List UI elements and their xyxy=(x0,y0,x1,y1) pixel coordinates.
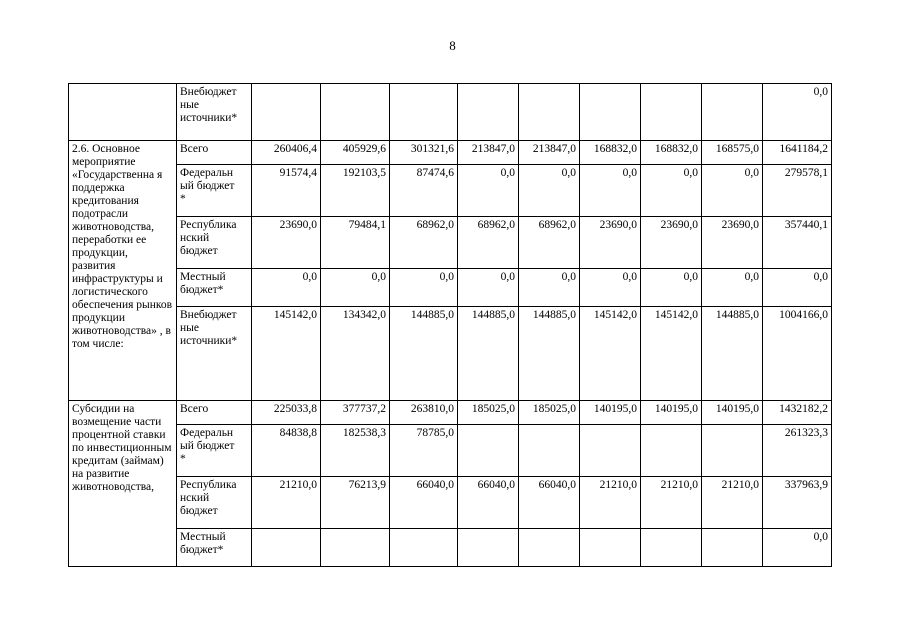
year-value-cell: 0,0 xyxy=(519,165,580,217)
funding-source-cell: Местный бюджет* xyxy=(177,269,252,307)
table-row xyxy=(69,307,832,401)
year-value-cell: 0,0 xyxy=(321,269,390,307)
activity-name-cell xyxy=(69,84,177,141)
table-row xyxy=(69,217,832,269)
year-value-cell: 263810,0 xyxy=(390,401,458,425)
year-value-cell: 185025,0 xyxy=(519,401,580,425)
year-value-cell: 260406,4 xyxy=(252,141,321,165)
year-value-cell: 144885,0 xyxy=(702,307,763,401)
year-value-cell: 0,0 xyxy=(641,165,702,217)
year-value-cell xyxy=(458,425,519,477)
year-value-cell: 145142,0 xyxy=(641,307,702,401)
total-value-cell: 0,0 xyxy=(763,529,832,567)
total-value-cell: 1004166,0 xyxy=(763,307,832,401)
year-value-cell: 134342,0 xyxy=(321,307,390,401)
funding-source-cell: Федеральн ый бюджет * xyxy=(177,165,252,217)
year-value-cell: 144885,0 xyxy=(458,307,519,401)
year-value-cell: 213847,0 xyxy=(519,141,580,165)
funding-source-cell: Федеральн ый бюджет * xyxy=(177,425,252,477)
activity-name-cell: 2.6. Основное мероприятие «Государственна я поддержка кредитования подотрасли животноводства, переработки ее продукции, развития инфраструктуры и логистического обеспечения рынков продукции животноводства» , в том числе: xyxy=(69,141,177,401)
year-value-cell: 68962,0 xyxy=(519,217,580,269)
table-row xyxy=(69,165,832,217)
year-value-cell: 66040,0 xyxy=(390,477,458,529)
funding-source-cell: Всего xyxy=(177,141,252,165)
year-value-cell: 21210,0 xyxy=(580,477,641,529)
year-value-cell xyxy=(702,84,763,141)
year-value-cell: 21210,0 xyxy=(252,477,321,529)
year-value-cell xyxy=(641,425,702,477)
year-value-cell: 0,0 xyxy=(458,269,519,307)
total-value-cell: 357440,1 xyxy=(763,217,832,269)
year-value-cell xyxy=(458,84,519,141)
year-value-cell: 76213,9 xyxy=(321,477,390,529)
year-value-cell: 23690,0 xyxy=(252,217,321,269)
year-value-cell xyxy=(390,84,458,141)
year-value-cell: 87474,6 xyxy=(390,165,458,217)
funding-source-cell: Внебюджет ные источники* xyxy=(177,307,252,401)
year-value-cell: 140195,0 xyxy=(702,401,763,425)
activity-name-cell: Субсидии на возмещение части процентной ставки по инвестиционным кредитам (займам) на развитие животноводства, xyxy=(69,401,177,567)
year-value-cell xyxy=(252,529,321,567)
year-value-cell xyxy=(390,529,458,567)
year-value-cell xyxy=(580,529,641,567)
year-value-cell: 0,0 xyxy=(252,269,321,307)
year-value-cell xyxy=(519,425,580,477)
year-value-cell: 91574,4 xyxy=(252,165,321,217)
total-value-cell: 1432182,2 xyxy=(763,401,832,425)
total-value-cell: 337963,9 xyxy=(763,477,832,529)
funding-source-cell: Внебюджет ные источники* xyxy=(177,84,252,141)
funding-source-cell: Местный бюджет* xyxy=(177,529,252,567)
year-value-cell: 168832,0 xyxy=(641,141,702,165)
year-value-cell: 0,0 xyxy=(580,165,641,217)
year-value-cell: 301321,6 xyxy=(390,141,458,165)
funding-source-cell: Всего xyxy=(177,401,252,425)
year-value-cell xyxy=(252,84,321,141)
page-number: 8 xyxy=(449,38,456,53)
year-value-cell xyxy=(519,84,580,141)
year-value-cell: 66040,0 xyxy=(519,477,580,529)
year-value-cell: 84838,8 xyxy=(252,425,321,477)
year-value-cell: 66040,0 xyxy=(458,477,519,529)
year-value-cell: 0,0 xyxy=(458,165,519,217)
table-row xyxy=(69,425,832,477)
year-value-cell: 144885,0 xyxy=(390,307,458,401)
budget-table xyxy=(68,83,832,567)
year-value-cell: 168575,0 xyxy=(702,141,763,165)
year-value-cell: 144885,0 xyxy=(519,307,580,401)
year-value-cell: 185025,0 xyxy=(458,401,519,425)
year-value-cell xyxy=(702,529,763,567)
year-value-cell: 225033,8 xyxy=(252,401,321,425)
year-value-cell xyxy=(321,529,390,567)
year-value-cell: 145142,0 xyxy=(580,307,641,401)
year-value-cell: 140195,0 xyxy=(641,401,702,425)
year-value-cell: 23690,0 xyxy=(641,217,702,269)
year-value-cell: 79484,1 xyxy=(321,217,390,269)
year-value-cell xyxy=(458,529,519,567)
year-value-cell: 0,0 xyxy=(580,269,641,307)
year-value-cell xyxy=(519,529,580,567)
year-value-cell: 0,0 xyxy=(702,165,763,217)
table-row xyxy=(69,84,832,141)
funding-source-cell: Республика нский бюджет xyxy=(177,477,252,529)
total-value-cell: 0,0 xyxy=(763,84,832,141)
total-value-cell: 279578,1 xyxy=(763,165,832,217)
year-value-cell: 182538,3 xyxy=(321,425,390,477)
year-value-cell: 21210,0 xyxy=(641,477,702,529)
year-value-cell: 21210,0 xyxy=(702,477,763,529)
year-value-cell: 78785,0 xyxy=(390,425,458,477)
year-value-cell: 23690,0 xyxy=(580,217,641,269)
total-value-cell: 261323,3 xyxy=(763,425,832,477)
table-row xyxy=(69,269,832,307)
table-body xyxy=(69,84,832,567)
year-value-cell: 68962,0 xyxy=(458,217,519,269)
year-value-cell: 0,0 xyxy=(641,269,702,307)
funding-source-cell: Республика нский бюджет xyxy=(177,217,252,269)
year-value-cell: 68962,0 xyxy=(390,217,458,269)
year-value-cell: 168832,0 xyxy=(580,141,641,165)
table-row xyxy=(69,477,832,529)
year-value-cell: 0,0 xyxy=(519,269,580,307)
year-value-cell xyxy=(580,425,641,477)
year-value-cell: 0,0 xyxy=(390,269,458,307)
year-value-cell: 145142,0 xyxy=(252,307,321,401)
table-row xyxy=(69,529,832,567)
year-value-cell xyxy=(641,529,702,567)
table-row xyxy=(69,141,832,165)
year-value-cell: 192103,5 xyxy=(321,165,390,217)
year-value-cell: 23690,0 xyxy=(702,217,763,269)
year-value-cell xyxy=(641,84,702,141)
year-value-cell: 140195,0 xyxy=(580,401,641,425)
total-value-cell: 1641184,2 xyxy=(763,141,832,165)
year-value-cell xyxy=(321,84,390,141)
year-value-cell: 0,0 xyxy=(702,269,763,307)
total-value-cell: 0,0 xyxy=(763,269,832,307)
year-value-cell xyxy=(580,84,641,141)
year-value-cell xyxy=(702,425,763,477)
year-value-cell: 213847,0 xyxy=(458,141,519,165)
year-value-cell: 405929,6 xyxy=(321,141,390,165)
table-row xyxy=(69,401,832,425)
year-value-cell: 377737,2 xyxy=(321,401,390,425)
